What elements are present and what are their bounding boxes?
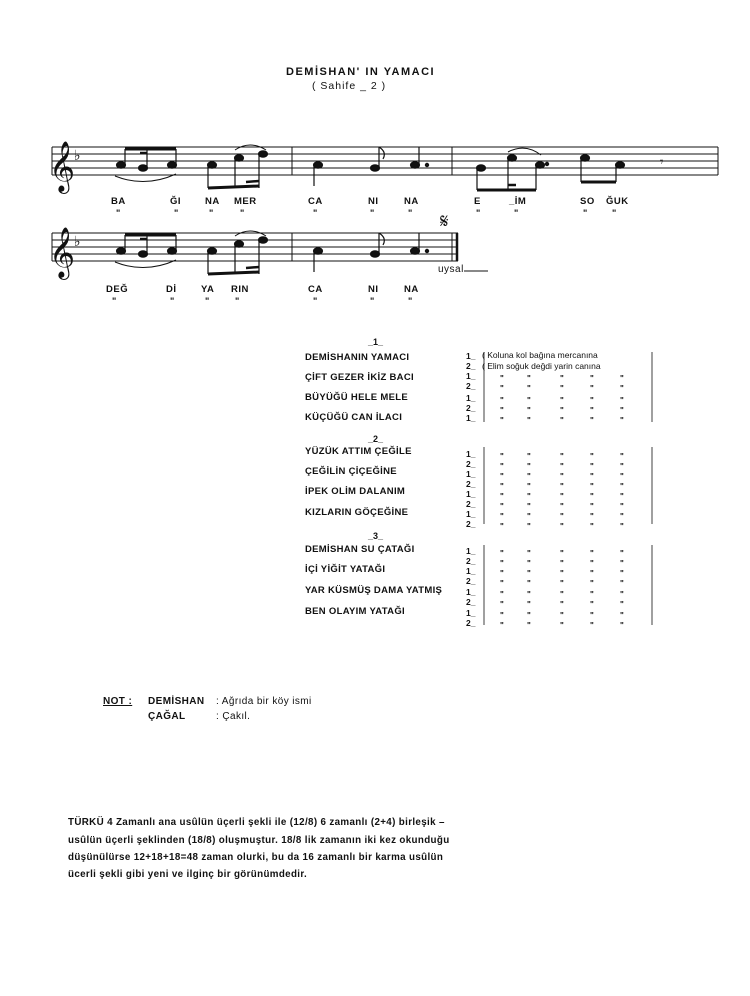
note-definition: : Ağrıda bir köy ismi: [216, 696, 312, 707]
syllable: NI: [368, 196, 379, 207]
ditto-mark: ": [527, 492, 531, 501]
ditto-mark: ": [590, 549, 594, 558]
ditto-mark: ": [514, 208, 519, 218]
ditto-mark: ": [590, 374, 594, 383]
ditto-mark: ": [500, 600, 504, 609]
syllable: DEĞ: [106, 284, 129, 295]
ditto-mark: ": [313, 296, 318, 306]
ditto-mark: ": [560, 590, 564, 599]
ditto-mark: ": [527, 549, 531, 558]
ref-mark: 1_: [466, 587, 476, 597]
syllable: YA: [201, 284, 215, 295]
note-label: NOT :: [103, 696, 133, 707]
ref-mark: 2_: [466, 499, 476, 509]
syllable: RIN: [231, 284, 249, 295]
treble-clef-icon: 𝄞: [49, 227, 76, 278]
ditto-mark: ": [560, 522, 564, 531]
syllable: NA: [404, 284, 419, 295]
ditto-mark: ": [590, 579, 594, 588]
ditto-mark: ": [500, 406, 504, 415]
ditto-mark: ": [612, 208, 617, 218]
ditto-mark: ": [590, 452, 594, 461]
syllable: NA: [404, 196, 419, 207]
ditto-mark: ": [527, 590, 531, 599]
ditto-mark: ": [527, 416, 531, 425]
ditto-mark: ": [500, 502, 504, 511]
ditto-mark: ": [620, 611, 624, 620]
refrain-brackets: [484, 352, 652, 625]
ditto-mark: ": [560, 579, 564, 588]
ditto-mark: ": [527, 452, 531, 461]
ditto-mark: ": [527, 462, 531, 471]
ditto-mark: ": [560, 492, 564, 501]
ditto-mark: ": [235, 296, 240, 306]
ditto-mark: ": [620, 559, 624, 568]
ditto-mark: ": [209, 208, 214, 218]
ditto-mark: ": [560, 600, 564, 609]
ditto-mark: ": [500, 374, 504, 383]
ref-mark: 2_: [466, 479, 476, 489]
ditto-mark: ": [590, 621, 594, 630]
rest-icon: 𝄾: [660, 155, 664, 170]
flat-icon: ♭: [74, 148, 81, 164]
verse-number: _3_: [368, 531, 384, 541]
paragraph-line: ücerli şekli gibi yeni ve ilginç bir görünümdedir.: [68, 869, 308, 880]
ditto-mark: ": [313, 208, 318, 218]
verse-number: _1_: [368, 337, 384, 347]
ditto-mark: ": [620, 406, 624, 415]
page-title: DEMİSHAN' IN YAMACI: [286, 66, 436, 78]
ref-mark: 2_: [466, 576, 476, 586]
verse-line: DEMİSHAN SU ÇATAĞI: [305, 544, 415, 555]
syllable: CA: [308, 196, 323, 207]
ditto-mark: ": [240, 208, 245, 218]
paragraph-line: düşünülürse 12+18+18=48 zaman olurki, bu da 16 zamanlı bir karma usûlün: [68, 852, 444, 863]
syllable: BA: [111, 196, 126, 207]
ref-mark: 1_: [466, 449, 476, 459]
flat-icon: ♭: [74, 234, 81, 250]
note-term: DEMİSHAN: [148, 696, 205, 707]
ref-mark: 1_: [466, 608, 476, 618]
ditto-mark: ": [590, 569, 594, 578]
ditto-mark: ": [500, 396, 504, 405]
ditto-mark: ": [500, 472, 504, 481]
ditto-mark: ": [500, 452, 504, 461]
ditto-mark: ": [590, 590, 594, 599]
syllable: ĞUK: [606, 196, 629, 207]
ditto-mark: ": [620, 549, 624, 558]
ditto-mark: ": [527, 522, 531, 531]
ditto-mark: ": [620, 492, 624, 501]
ditto-mark: ": [590, 482, 594, 491]
ditto-mark: ": [560, 569, 564, 578]
verse-line: İÇİ YİĞİT YATAĞI: [305, 564, 386, 575]
ditto-mark: ": [500, 559, 504, 568]
ref-mark: 1_: [466, 489, 476, 499]
ditto-mark: ": [500, 621, 504, 630]
ditto-mark: ": [500, 462, 504, 471]
syllable: CA: [308, 284, 323, 295]
ref-mark: 1_: [466, 393, 476, 403]
ditto-mark: ": [500, 611, 504, 620]
ditto-mark: ": [527, 482, 531, 491]
ditto-mark: ": [590, 600, 594, 609]
verse-number: _2_: [368, 434, 384, 444]
ditto-mark: ": [370, 208, 375, 218]
ditto-mark: ": [500, 569, 504, 578]
refrain-line: ( Elim soğuk değdi yarin canına: [482, 361, 601, 371]
ditto-mark: ": [560, 406, 564, 415]
ditto-mark: ": [620, 416, 624, 425]
ditto-mark: ": [583, 208, 588, 218]
ditto-mark: ": [560, 462, 564, 471]
ditto-mark: ": [527, 396, 531, 405]
ditto-mark: ": [590, 522, 594, 531]
ditto-mark: ": [620, 462, 624, 471]
ditto-mark: ": [620, 384, 624, 393]
ref-mark: 1_: [466, 566, 476, 576]
ditto-mark: ": [560, 482, 564, 491]
ditto-mark: ": [620, 579, 624, 588]
ref-mark: 1_: [466, 509, 476, 519]
ditto-mark: ": [112, 296, 117, 306]
ditto-mark: ": [620, 472, 624, 481]
ditto-mark: ": [408, 208, 413, 218]
verse-line: İPEK OLİM DALANIM: [305, 486, 406, 497]
ditto-mark: ": [620, 374, 624, 383]
ditto-mark: ": [408, 296, 413, 306]
ref-mark: 1_: [466, 546, 476, 556]
ditto-mark: ": [560, 452, 564, 461]
ditto-mark: ": [205, 296, 210, 306]
ref-mark: 2_: [466, 381, 476, 391]
ditto-mark: ": [174, 208, 179, 218]
ditto-mark: ": [500, 549, 504, 558]
segno-icon: 𝄋: [440, 209, 449, 233]
ditto-mark: ": [590, 512, 594, 521]
ref-mark: 2_: [466, 597, 476, 607]
syllable: _İM: [509, 196, 527, 207]
note-term: ÇAĞAL: [148, 711, 186, 722]
ditto-mark: ": [476, 208, 481, 218]
ditto-mark: ": [590, 416, 594, 425]
ditto-mark: ": [527, 406, 531, 415]
ditto-mark: ": [560, 512, 564, 521]
ditto-mark: ": [560, 374, 564, 383]
ditto-mark: ": [590, 462, 594, 471]
ditto-mark: ": [500, 384, 504, 393]
page-subtitle: ( Sahife _ 2 ): [312, 80, 387, 92]
ditto-mark: ": [620, 482, 624, 491]
ditto-mark: ": [116, 208, 121, 218]
ditto-mark: ": [527, 384, 531, 393]
ditto-mark: ": [590, 611, 594, 620]
ref-mark: 1_: [466, 413, 476, 423]
ditto-mark: ": [527, 512, 531, 521]
ref-mark: 1_: [466, 351, 476, 361]
ditto-mark: ": [560, 384, 564, 393]
ditto-mark: ": [620, 621, 624, 630]
ditto-mark: ": [527, 472, 531, 481]
ref-mark: 2_: [466, 519, 476, 529]
ditto-mark: ": [500, 416, 504, 425]
ditto-mark: ": [590, 502, 594, 511]
verse-line: ÇİFT GEZER İKİZ BACI: [305, 372, 414, 383]
syllable: NA: [205, 196, 220, 207]
ref-mark: 2_: [466, 459, 476, 469]
ditto-mark: ": [500, 482, 504, 491]
notes-staff-2: [115, 231, 429, 274]
paragraph-line: TÜRKÜ 4 Zamanlı ana usûlün üçerli şekli ile (12/8) 6 zamanlı (2+4) birleşik –: [68, 817, 445, 828]
ditto-mark: ": [500, 522, 504, 531]
verse-line: KÜÇÜĞÜ CAN İLACI: [305, 412, 403, 423]
ditto-mark: ": [527, 502, 531, 511]
verse-line: YÜZÜK ATTIM ÇEĞİLE: [305, 446, 412, 457]
ditto-mark: ": [620, 569, 624, 578]
paragraph-line: usûlün üçerli şeklinden (18/8) oluşmuştur. 18/8 lik zamanın iki kez okunduğu: [68, 835, 450, 846]
treble-clef-icon: 𝄞: [49, 141, 76, 192]
ditto-mark: ": [500, 492, 504, 501]
ref-mark: 1_: [466, 469, 476, 479]
verse-line: BÜYÜĞÜ HELE MELE: [305, 392, 408, 403]
refrain-line: ( Koluna kol bağına mercanına: [482, 350, 598, 360]
ref-mark: 1_: [466, 371, 476, 381]
ditto-mark: ": [620, 522, 624, 531]
syllable: E: [474, 196, 481, 207]
ditto-mark: ": [560, 621, 564, 630]
note-definition: : Çakıl.: [216, 711, 251, 722]
ditto-mark: ": [560, 549, 564, 558]
ditto-mark: ": [620, 396, 624, 405]
ref-mark: 2_: [466, 556, 476, 566]
ditto-mark: ": [590, 396, 594, 405]
ditto-mark: ": [590, 472, 594, 481]
ditto-mark: ": [560, 502, 564, 511]
ditto-mark: ": [527, 559, 531, 568]
ditto-mark: ": [590, 492, 594, 501]
ditto-mark: ": [500, 590, 504, 599]
ditto-mark: ": [500, 512, 504, 521]
ditto-mark: ": [527, 374, 531, 383]
ditto-mark: ": [590, 559, 594, 568]
segno-label: uysal: [438, 264, 464, 275]
ditto-mark: ": [560, 611, 564, 620]
ditto-mark: ": [620, 590, 624, 599]
ditto-mark: ": [620, 502, 624, 511]
ditto-mark: ": [560, 416, 564, 425]
ditto-mark: ": [560, 472, 564, 481]
syllable: SO: [580, 196, 595, 207]
verse-line: KIZLARIN GÖÇEĞİNE: [305, 507, 409, 518]
syllable: NI: [368, 284, 379, 295]
syllable: ĞI: [170, 196, 182, 207]
syllable: MER: [234, 196, 257, 207]
ditto-mark: ": [560, 559, 564, 568]
ditto-mark: ": [170, 296, 175, 306]
ditto-mark: ": [527, 611, 531, 620]
ditto-mark: ": [590, 384, 594, 393]
ditto-mark: ": [527, 579, 531, 588]
ditto-mark: ": [370, 296, 375, 306]
ditto-mark: ": [620, 452, 624, 461]
ref-mark: 2_: [466, 403, 476, 413]
ditto-mark: ": [620, 600, 624, 609]
ref-mark: 2_: [466, 361, 476, 371]
ditto-mark: ": [500, 579, 504, 588]
ditto-mark: ": [590, 406, 594, 415]
ref-mark: 2_: [466, 618, 476, 628]
ditto-mark: ": [560, 396, 564, 405]
verse-line: BEN OLAYIM YATAĞI: [305, 606, 405, 617]
syllable: Dİ: [166, 284, 177, 295]
verse-line: DEMİSHANIN YAMACI: [305, 352, 410, 363]
ditto-mark: ": [620, 512, 624, 521]
ditto-mark: ": [527, 569, 531, 578]
verse-line: YAR KÜSMÜŞ DAMA YATMIŞ: [305, 585, 443, 596]
ditto-mark: ": [527, 621, 531, 630]
ditto-mark: ": [527, 600, 531, 609]
verse-line: ÇEĞİLİN ÇİÇEĞİNE: [305, 466, 397, 477]
